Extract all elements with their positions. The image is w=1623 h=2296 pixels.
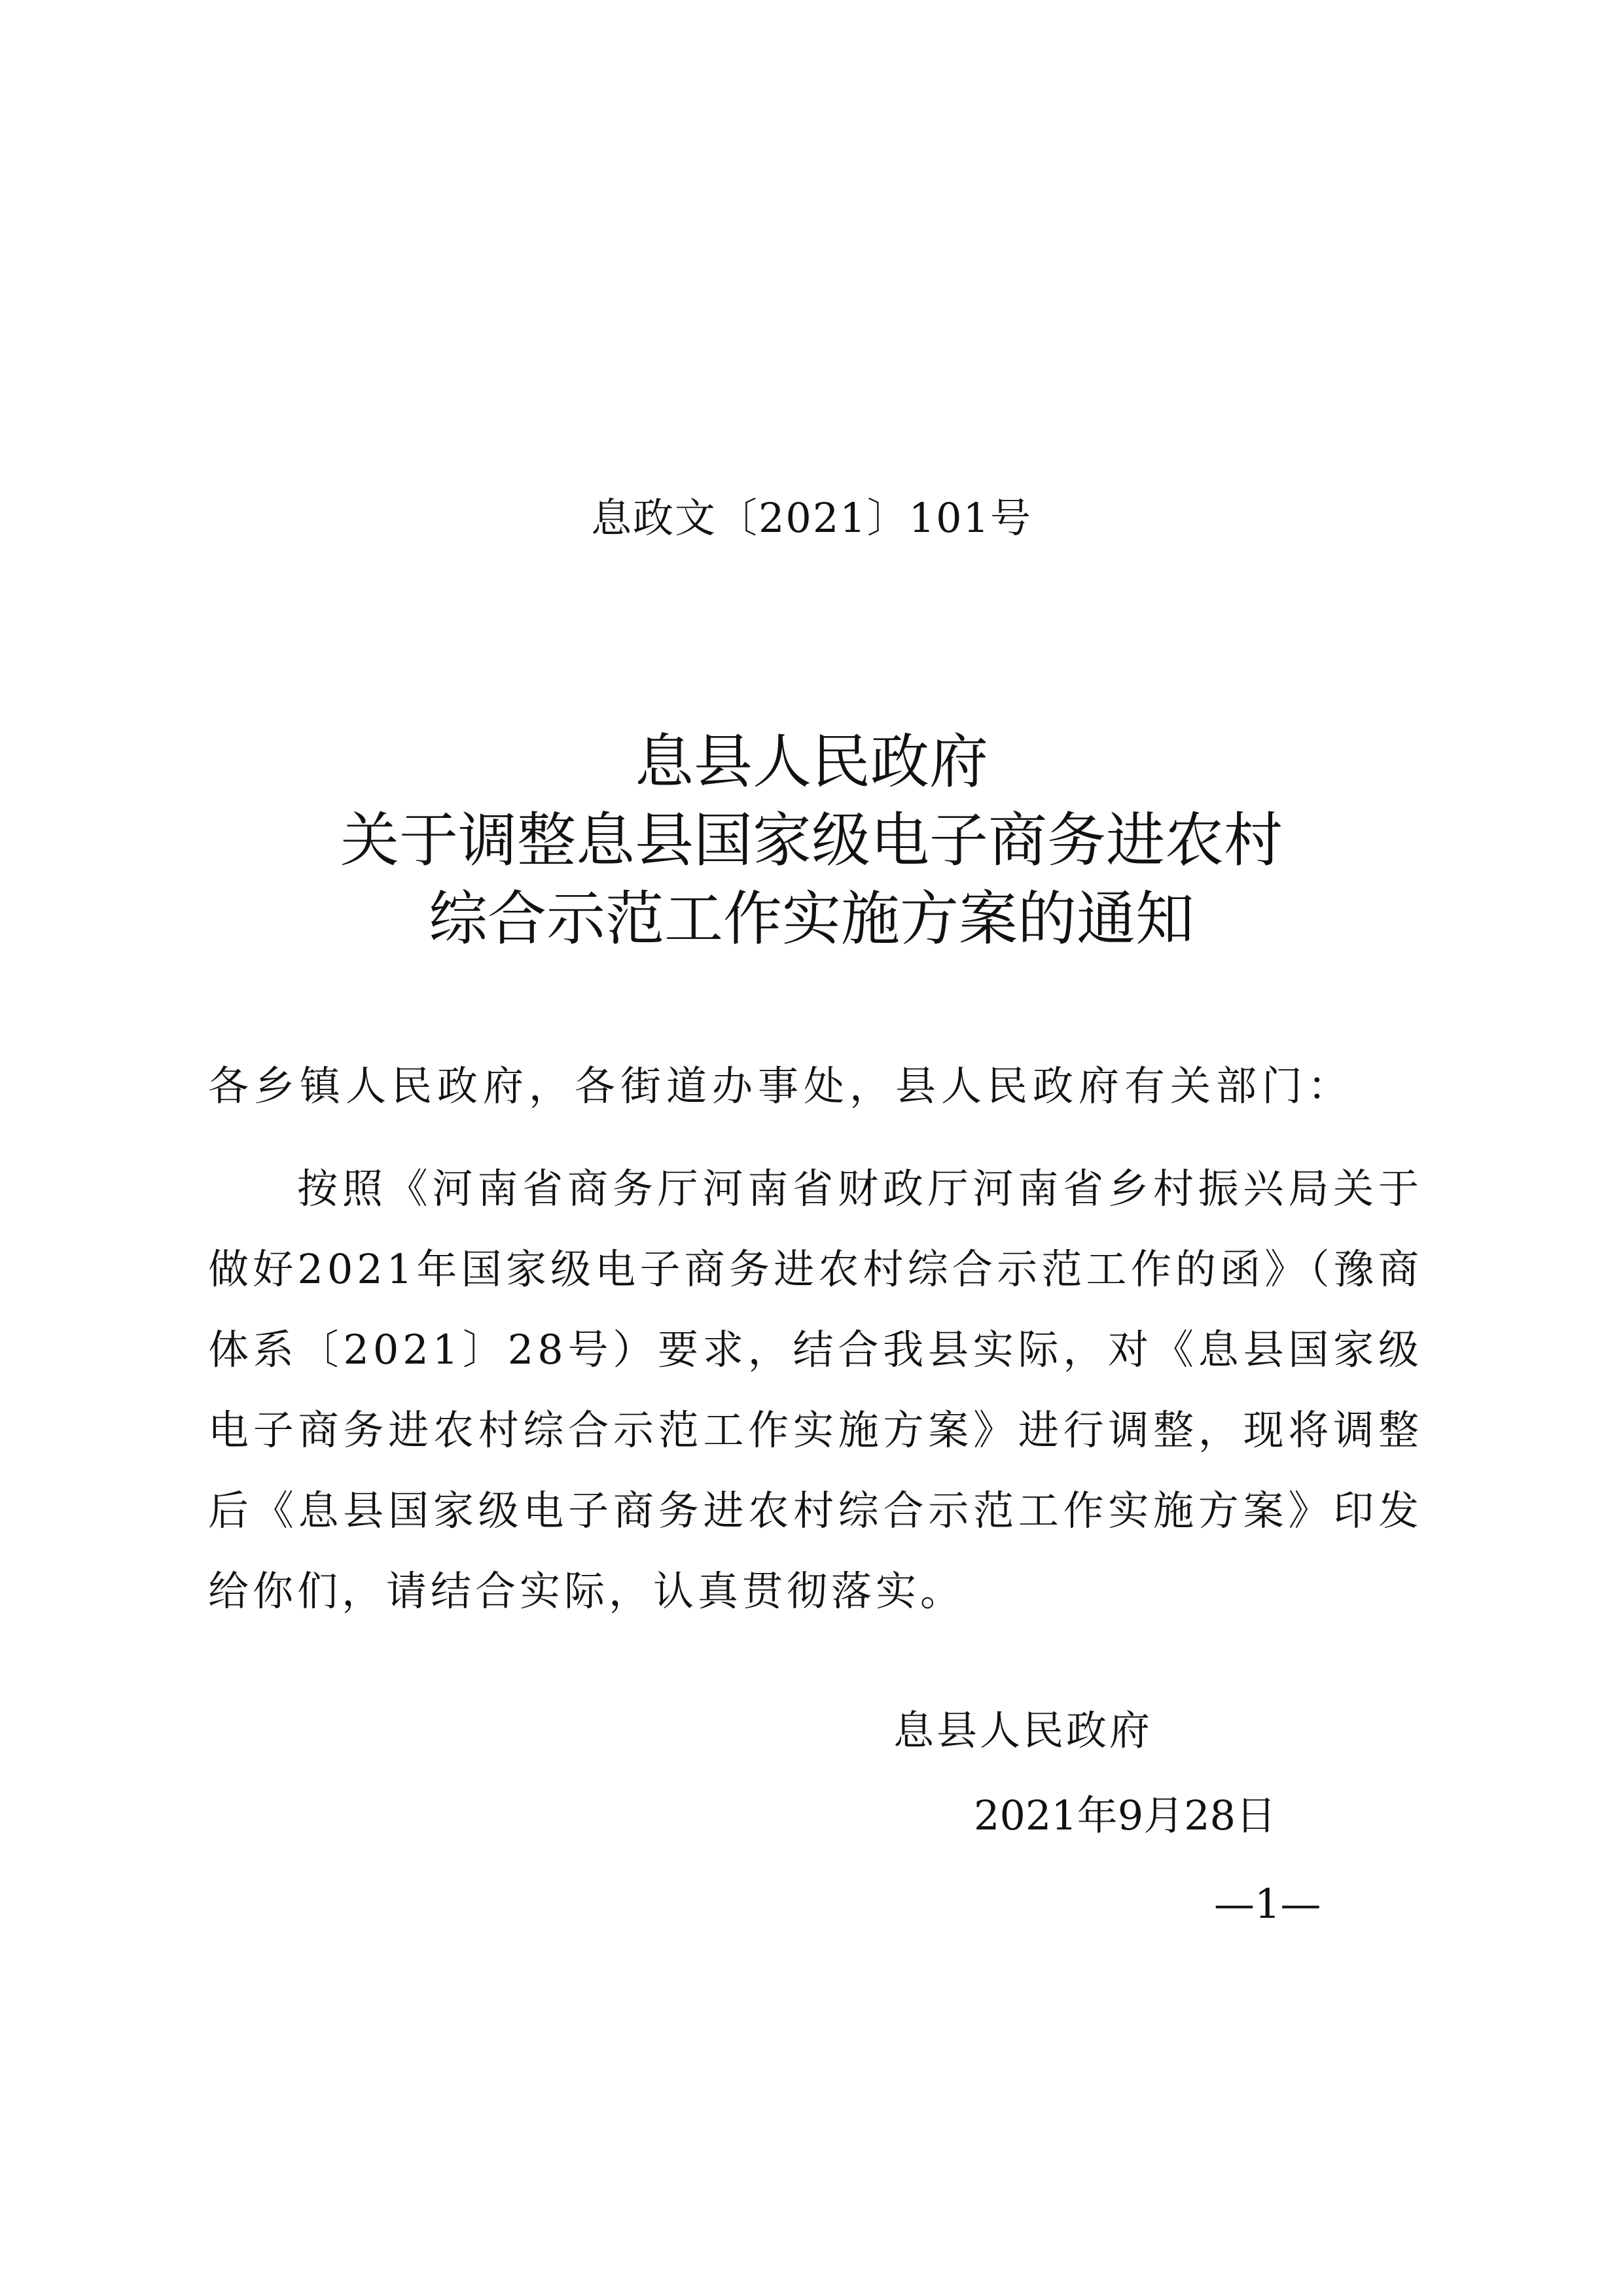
page-number: —1— xyxy=(1214,1880,1321,1928)
signer: 息县人民政府 xyxy=(893,1706,1153,1754)
title-line-subject-continued: 综合示范工作实施方案的通知 xyxy=(429,885,1194,953)
sign-date: 2021年9月28日 xyxy=(974,1792,1277,1839)
body-paragraph: 按照《河南省商务厅河南省财政厅河南省乡村振兴局关于做好2021年国家级电子商务进农村综合示范工作的函》（豫商体系〔2021〕28号）要求，结合我县实际，对《息县国家级电子商务进农村综合示范工作实施方案》进行调整，现将调整后《息县国家级电子商务进农村综合示范工作实施方案》印发给你们，请结合实际，认真贯彻落实。 xyxy=(208,1165,1423,1615)
document-number: 息政文〔2021〕101号 xyxy=(590,494,1033,542)
document-title xyxy=(0,723,1623,959)
salutation: 各乡镇人民政府，各街道办事处，县人民政府有关部门： xyxy=(208,1062,1354,1110)
title-line-issuer: 息县人民政府 xyxy=(635,728,988,796)
title-line-subject: 关于调整息县国家级电子商务进农村 xyxy=(340,806,1283,875)
